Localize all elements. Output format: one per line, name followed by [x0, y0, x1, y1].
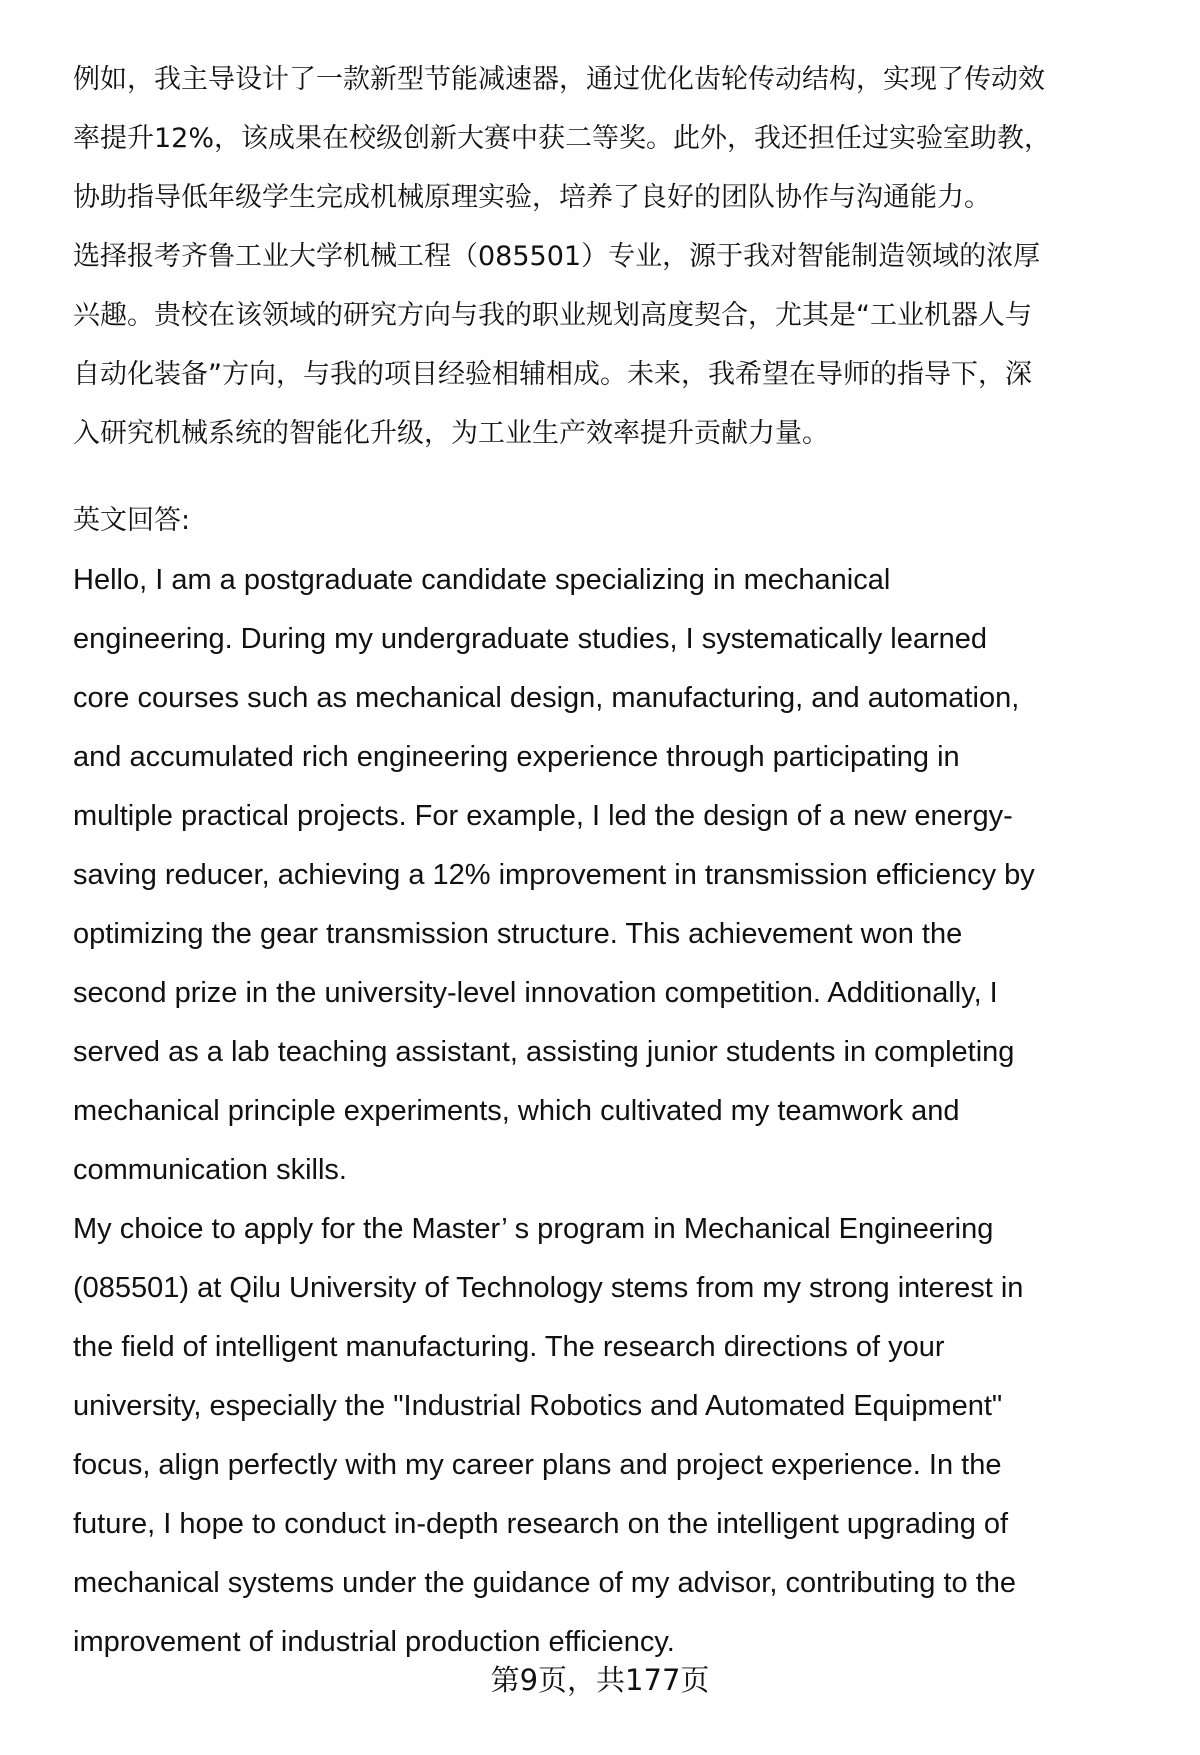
paragraph-line: Hello, I am a postgraduate candidate specializing in mechanical: [73, 564, 891, 596]
english-heading: 英文回答:: [73, 505, 191, 536]
paragraph-line: second prize in the university-level innovation competition. Additionally, I: [73, 977, 998, 1009]
paragraph-line: core courses such as mechanical design, manufacturing, and automation,: [73, 682, 1020, 714]
paragraph-line: served as a lab teaching assistant, assisting junior students in completing: [73, 1036, 1015, 1068]
paragraph-line: mechanical systems under the guidance of my advisor, contributing to the: [73, 1567, 1017, 1599]
paragraph-line: 率提升12%，该成果在校级创新大赛中获二等奖。此外，我还担任过实验室助教，: [73, 123, 1052, 154]
paragraph-line: 协助指导低年级学生完成机械原理实验，培养了良好的团队协作与沟通能力。: [73, 182, 991, 213]
paragraph-line: saving reducer, achieving a 12% improvement in transmission efficiency by: [73, 859, 1035, 891]
paragraph-line: engineering. During my undergraduate studies, I systematically learned: [73, 623, 987, 655]
paragraph-line: university, especially the "Industrial Robotics and Automated Equipment": [73, 1390, 1003, 1422]
paragraph-line: multiple practical projects. For example, I led the design of a new energy-: [73, 800, 1013, 832]
paragraph-line: 入研究机械系统的智能化升级，为工业生产效率提升贡献力量。: [73, 418, 829, 449]
paragraph-line: optimizing the gear transmission structure. This achievement won the: [73, 918, 963, 950]
paragraph-line: focus, align perfectly with my career plans and project experience. In the: [73, 1449, 1002, 1481]
paragraph-line: My choice to apply for the Master’ s program in Mechanical Engineering: [73, 1213, 994, 1245]
paragraph-line: improvement of industrial production efficiency.: [73, 1626, 675, 1658]
paragraph-line: 自动化装备”方向，与我的项目经验相辅相成。未来，我希望在导师的指导下，深: [73, 359, 1032, 390]
paragraph-line: (085501) at Qilu University of Technology stems from my strong interest in: [73, 1272, 1024, 1304]
paragraph-line: communication skills.: [73, 1154, 347, 1186]
paragraph-line: 选择报考齐鲁工业大学机械工程（085501）专业，源于我对智能制造领域的浓厚: [73, 241, 1041, 272]
paragraph-line: 兴趣。贵校在该领域的研究方向与我的职业规划高度契合，尤其是“工业机器人与: [73, 300, 1032, 331]
paragraph-line: the field of intelligent manufacturing. The research directions of your: [73, 1331, 945, 1363]
page-indicator: 第9页，共177页: [490, 1663, 710, 1697]
paragraph-line: future, I hope to conduct in-depth research on the intelligent upgrading of: [73, 1508, 1009, 1540]
paragraph-line: 例如，我主导设计了一款新型节能减速器，通过优化齿轮传动结构，实现了传动效: [73, 64, 1045, 95]
paragraph-line: and accumulated rich engineering experience through participating in: [73, 741, 960, 773]
paragraph-line: mechanical principle experiments, which cultivated my teamwork and: [73, 1095, 960, 1127]
